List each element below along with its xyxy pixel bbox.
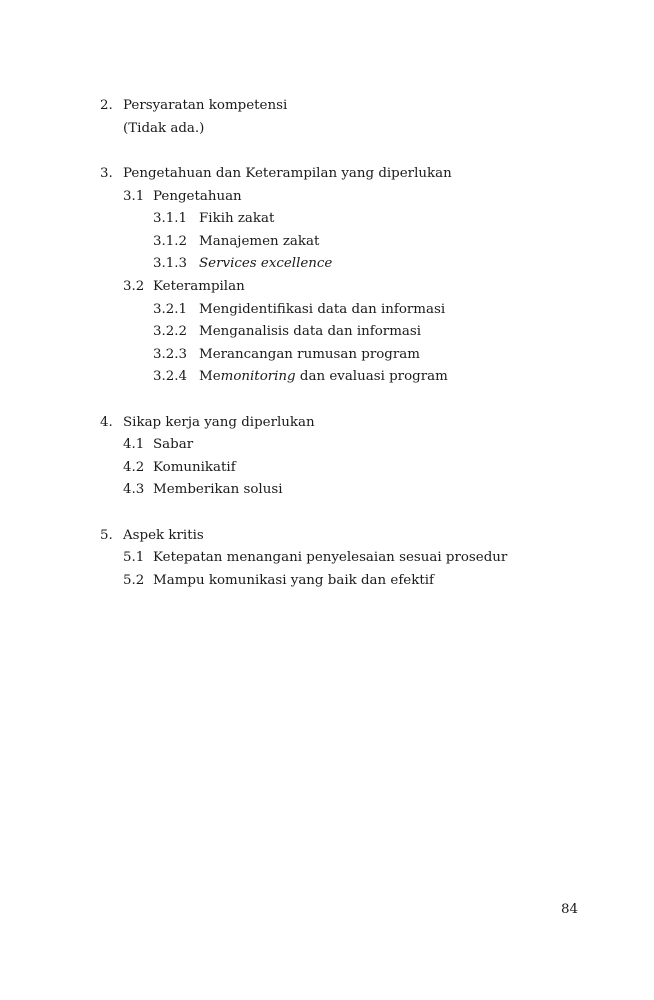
item-number: 3.1.2 bbox=[153, 234, 188, 249]
item-text-italic: monitoring bbox=[220, 369, 296, 384]
section-title: Persyaratan kompetensi bbox=[123, 98, 288, 113]
item-text: Menganalisis data dan informasi bbox=[199, 324, 422, 339]
item-number: 4.3 bbox=[123, 482, 145, 497]
item-text: Sabar bbox=[153, 437, 194, 452]
item-text: Mengidentifikasi data dan informasi bbox=[199, 302, 446, 317]
section-title: Pengetahuan dan Keterampilan yang diperlukan bbox=[123, 166, 452, 181]
item-number: 3.1.1 bbox=[153, 211, 188, 226]
item-text: Mampu komunikasi yang baik dan efektif bbox=[153, 573, 434, 588]
item-number: 3.2.1 bbox=[153, 302, 188, 317]
page-number: 84 bbox=[561, 902, 579, 917]
section-number: 3. bbox=[100, 166, 113, 181]
subsection-number: 3.1 bbox=[123, 189, 145, 204]
item-number: 3.2.4 bbox=[153, 369, 188, 384]
section-number: 5. bbox=[100, 528, 113, 543]
section-number: 4. bbox=[100, 415, 113, 430]
item-text: Komunikatif bbox=[153, 460, 236, 475]
subsection-number: 3.2 bbox=[123, 279, 145, 294]
item-text: Memberikan solusi bbox=[153, 482, 283, 497]
item-text: Services excellence bbox=[199, 256, 333, 271]
item-text: Ketepatan menangani penyelesaian sesuai prosedur bbox=[153, 550, 508, 565]
section-title: Sikap kerja yang diperlukan bbox=[123, 415, 315, 430]
section-title: Aspek kritis bbox=[123, 528, 204, 543]
subsection-title: Pengetahuan bbox=[153, 189, 242, 204]
item-number: 5.1 bbox=[123, 550, 145, 565]
item-text: Merancangan rumusan program bbox=[199, 347, 420, 362]
item-text-prefix: Me bbox=[199, 369, 221, 384]
item-number: 4.2 bbox=[123, 460, 145, 475]
item-number: 5.2 bbox=[123, 573, 145, 588]
section-note: (Tidak ada.) bbox=[123, 121, 205, 136]
item-number: 3.2.3 bbox=[153, 347, 188, 362]
item-number: 4.1 bbox=[123, 437, 145, 452]
subsection-title: Keterampilan bbox=[153, 279, 245, 294]
item-text: Manajemen zakat bbox=[199, 234, 320, 249]
item-text bbox=[199, 369, 448, 385]
item-number: 3.2.2 bbox=[153, 324, 188, 339]
item-text: Fikih zakat bbox=[199, 211, 275, 226]
item-text-suffix: dan evaluasi program bbox=[295, 369, 448, 384]
item-number: 3.1.3 bbox=[153, 256, 188, 271]
section-number: 2. bbox=[100, 98, 113, 113]
